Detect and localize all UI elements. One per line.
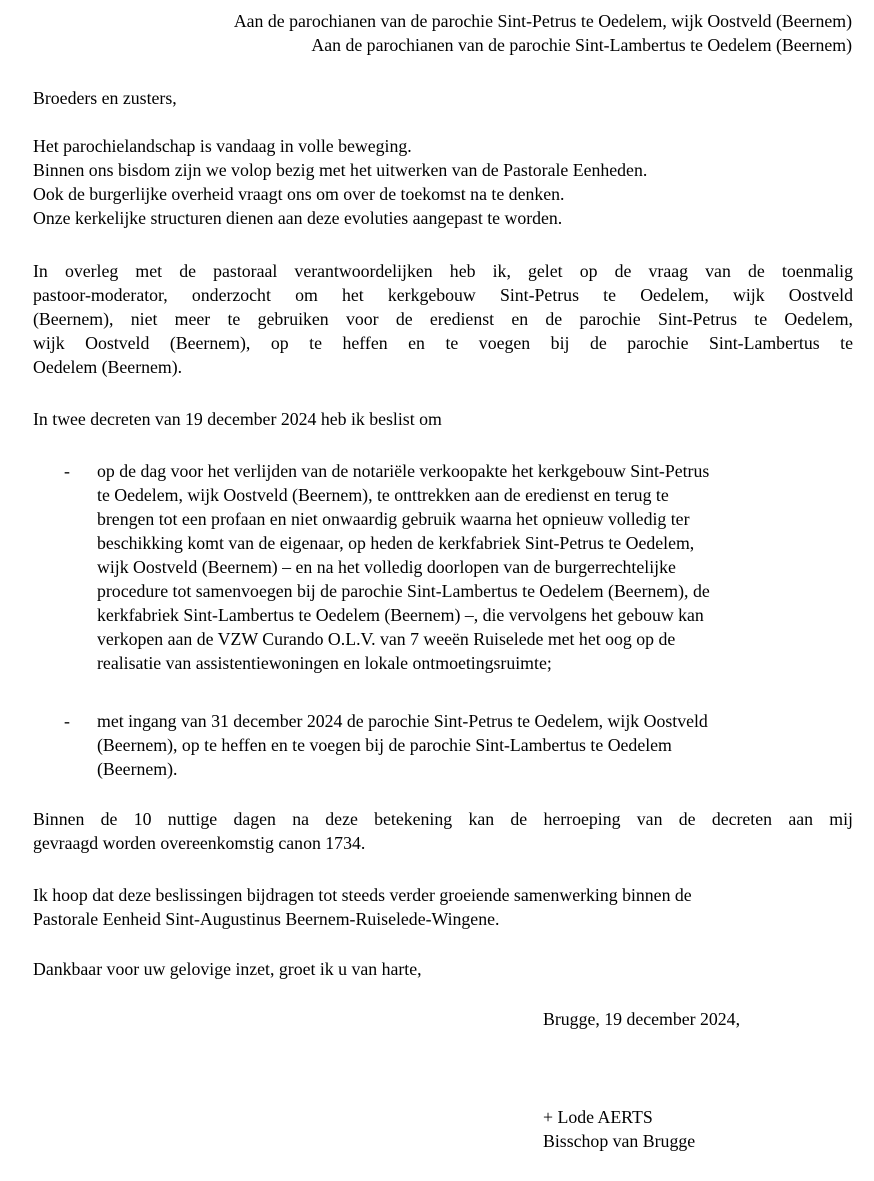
hope-line: Ik hoop dat deze beslissingen bijdragen tot steeds verder groeiende samenwerking binnen de (33, 885, 692, 905)
decision-line: op de dag voor het verlijden van de notariële verkoopakte het kerkgebouw Sint-Petrus (97, 461, 710, 481)
decision-line: met ingang van 31 december 2024 de parochie Sint-Petrus te Oedelem, wijk Oostveld (97, 711, 708, 731)
decision-line: (Beernem), op te heffen en te voegen bij de parochie Sint-Lambertus te Oedelem (97, 735, 672, 755)
paragraph-line: pastoor-moderator, onderzocht om het kerkgebouw Sint-Petrus te Oedelem, wijk Oostveld (33, 285, 853, 305)
addressee-line: Aan de parochianen van de parochie Sint-Petrus te Oedelem, wijk Oostveld (Beernem) (233, 11, 852, 31)
decision-line: kerkfabriek Sint-Lambertus te Oedelem (Beernem) –, die vervolgens het gebouw kan (97, 605, 704, 625)
bullet-marker: - (64, 461, 70, 481)
paragraph-line: (Beernem), niet meer te gebruiken voor de eredienst en de parochie Sint-Petrus te Oedelem, (33, 309, 853, 329)
salutation: Broeders en zusters, (33, 88, 177, 108)
decision-line: te Oedelem, wijk Oostveld (Beernem), te onttrekken aan de eredienst en terug te (97, 485, 669, 505)
decision-line: wijk Oostveld (Beernem) – en na het volledig doorlopen van de burgerrechtelijke (97, 557, 676, 577)
place-date: Brugge, 19 december 2024, (543, 1009, 741, 1029)
intro-line: Het parochielandschap is vandaag in volle beweging. (33, 136, 412, 156)
paragraph-line: In overleg met de pastoraal verantwoordelijken heb ik, gelet op de vraag van de toenmalig (33, 261, 853, 281)
decision-line: verkopen aan de VZW Curando O.L.V. van 7 weeën Ruiselede met het oog op de (97, 629, 676, 649)
intro-line: Ook de burgerlijke overheid vraagt ons om over de toekomst na te denken. (33, 184, 565, 204)
closing: Dankbaar voor uw gelovige inzet, groet ik u van harte, (33, 959, 422, 979)
paragraph-line: Binnen de 10 nuttige dagen na deze betekening kan de herroeping van de decreten aan mij (33, 809, 853, 829)
decision-line: realisatie van assistentiewoningen en lokale ontmoetingsruimte; (97, 653, 552, 673)
paragraph-line: Oedelem (Beernem). (33, 357, 183, 377)
decision-line: (Beernem). (97, 759, 178, 779)
bullet-marker: - (64, 711, 70, 731)
decision-item (97, 709, 842, 781)
decision-line: procedure tot samenvoegen bij de parochie Sint-Lambertus te Oedelem (Beernem), de (97, 581, 710, 601)
signatory-title: Bisschop van Brugge (543, 1131, 696, 1151)
addressee-line: Aan de parochianen van de parochie Sint-Lambertus te Oedelem (Beernem) (311, 35, 852, 55)
signatory-name: + Lode AERTS (543, 1107, 653, 1127)
decision-item (97, 459, 842, 675)
decision-line: brengen tot een profaan en niet onwaardig gebruik waarna het opnieuw volledig ter (97, 509, 690, 529)
intro-line: Binnen ons bisdom zijn we volop bezig met het uitwerken van de Pastorale Eenheden. (33, 160, 648, 180)
consultation-paragraph (33, 259, 853, 379)
intro-line: Onze kerkelijke structuren dienen aan deze evoluties aangepast te worden. (33, 208, 563, 228)
decrees-intro: In twee decreten van 19 december 2024 heb ik beslist om (33, 409, 442, 429)
paragraph-line: wijk Oostveld (Beernem), op te heffen en te voegen bij de parochie Sint-Lambertus te (33, 333, 853, 353)
decision-line: beschikking komt van de eigenaar, op heden de kerkfabriek Sint-Petrus te Oedelem, (97, 533, 695, 553)
hope-line: Pastorale Eenheid Sint-Augustinus Beernem-Ruiselede-Wingene. (33, 909, 500, 929)
appeal-paragraph (33, 807, 853, 855)
paragraph-line: gevraagd worden overeenkomstig canon 1734. (33, 833, 366, 853)
